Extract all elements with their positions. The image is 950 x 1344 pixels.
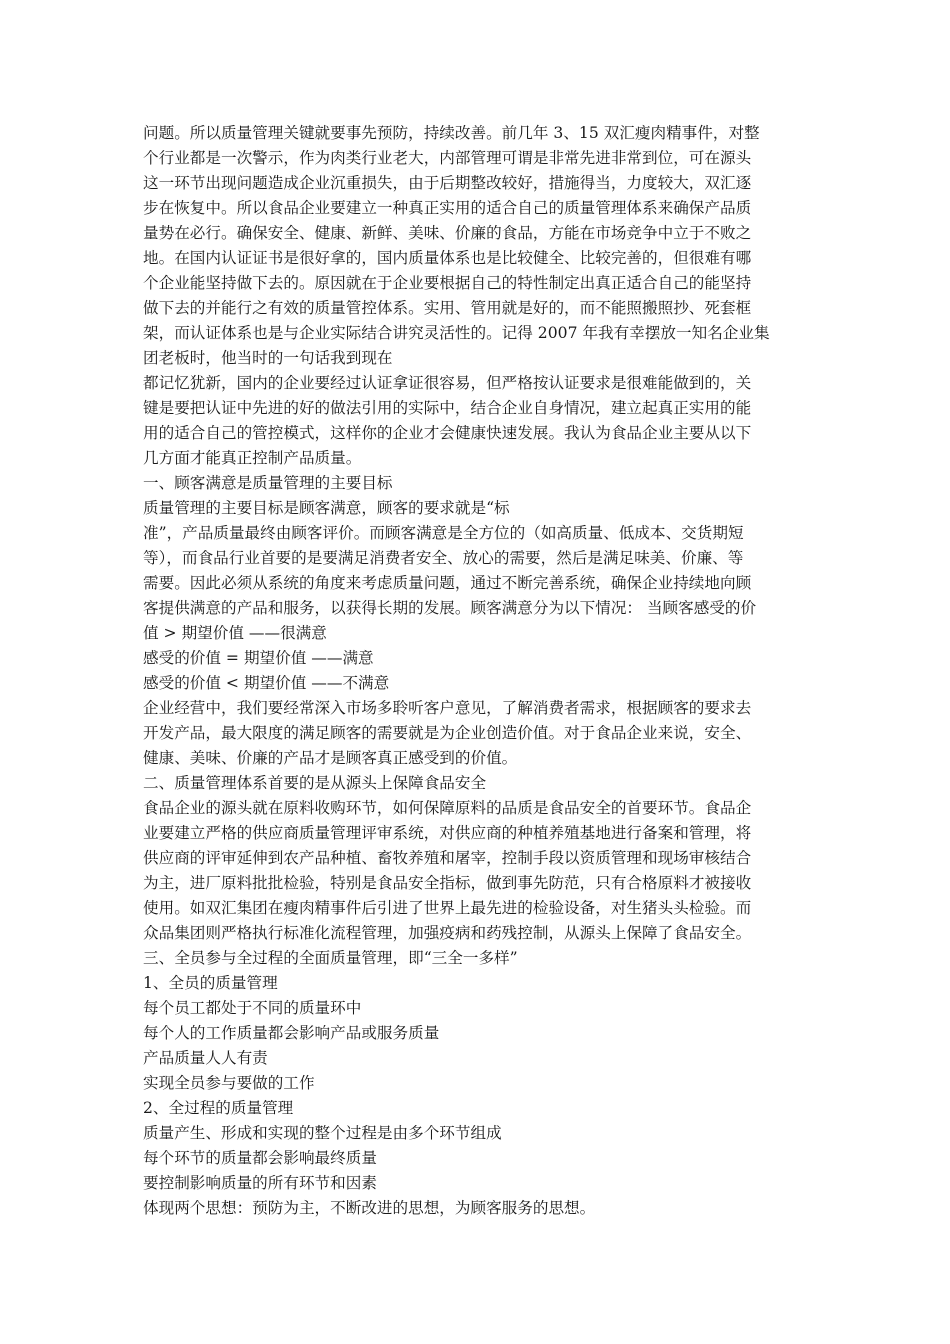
text-line: 业要建立严格的供应商质量管理评审系统，对供应商的种植养殖基地进行备案和管理，将 bbox=[143, 824, 752, 842]
document-page bbox=[143, 121, 811, 1221]
text-line: 开发产品，最大限度的满足顾客的需要就是为企业创造价值。对于食品企业来说，安全、 bbox=[143, 724, 752, 742]
paragraph-intro bbox=[143, 121, 811, 371]
text-line: 实现全员参与要做的工作 bbox=[143, 1074, 315, 1092]
paragraph-continuation bbox=[143, 371, 811, 471]
text-line: 每个环节的质量都会影响最终质量 bbox=[143, 1149, 377, 1167]
text-line: 要控制影响质量的所有环节和因素 bbox=[143, 1174, 377, 1192]
text-line: 步在恢复中。所以食品企业要建立一种真正实用的适合自己的质量管理体系来确保产品质 bbox=[143, 199, 752, 217]
text-line: 架，而认证体系也是与企业实际结合讲究灵活性的。记得 2007 年我有幸摆放一知名企业集 bbox=[143, 324, 770, 342]
text-line: 每个人的工作质量都会影响产品或服务质量 bbox=[143, 1024, 440, 1042]
text-line: 每个员工都处于不同的质量环中 bbox=[143, 999, 362, 1017]
text-line: 准”，产品质量最终由顾客评价。而顾客满意是全方位的（如高质量、低成本、交货期短 bbox=[143, 524, 744, 542]
text-line: 个行业都是一次警示，作为肉类行业老大，内部管理可谓是非常先进非常到位，可在源头 bbox=[143, 149, 752, 167]
text-line: 企业经营中，我们要经常深入市场多聆听客户意见，了解消费者需求，根据顾客的要求去 bbox=[143, 699, 752, 717]
text-line: 2、全过程的质量管理 bbox=[143, 1099, 294, 1117]
text-line: 几方面才能真正控制产品质量。 bbox=[143, 449, 362, 467]
paragraph-body bbox=[143, 471, 811, 1221]
text-line: 感受的价值 = 期望价值 ——满意 bbox=[143, 649, 374, 667]
text-line: 量势在必行。确保安全、健康、新鲜、美味、价廉的食品，方能在市场竞争中立于不败之 bbox=[143, 224, 752, 242]
text-line: 值 > 期望价值 ——很满意 bbox=[143, 624, 327, 642]
text-line: 1、全员的质量管理 bbox=[143, 974, 278, 992]
text-line: 质量产生、形成和实现的整个过程是由多个环节组成 bbox=[143, 1124, 502, 1142]
text-line: 客提供满意的产品和服务，以获得长期的发展。顾客满意分为以下情况： 当顾客感受的价 bbox=[143, 599, 757, 617]
text-line: 食品企业的源头就在原料收购环节，如何保障原料的品质是食品安全的首要环节。食品企 bbox=[143, 799, 752, 817]
text-line: 用的适合自己的管控模式，这样你的企业才会健康快速发展。我认为食品企业主要从以下 bbox=[143, 424, 752, 442]
text-line: 感受的价值 < 期望价值 ——不满意 bbox=[143, 674, 390, 692]
text-line: 产品质量人人有责 bbox=[143, 1049, 268, 1067]
text-line: 二、质量管理体系首要的是从源头上保障食品安全 bbox=[143, 774, 487, 792]
text-line: 做下去的并能行之有效的质量管控体系。实用、管用就是好的，而不能照搬照抄、死套框 bbox=[143, 299, 752, 317]
text-line: 健康、美味、价廉的产品才是顾客真正感受到的价值。 bbox=[143, 749, 518, 767]
text-line: 需要。因此必须从系统的角度来考虑质量问题，通过不断完善系统，确保企业持续地向顾 bbox=[143, 574, 752, 592]
text-line: 个企业能坚持做下去的。原因就在于企业要根据自己的特性制定出真正适合自己的能坚持 bbox=[143, 274, 752, 292]
text-line: 众品集团则严格执行标准化流程管理，加强疫病和药残控制，从源头上保障了食品安全。 bbox=[143, 924, 752, 942]
text-line: 三、全员参与全过程的全面质量管理，即“三全一多样” bbox=[143, 949, 518, 967]
text-line: 供应商的评审延伸到农产品种植、畜牧养殖和屠宰，控制手段以资质管理和现场审核结合 bbox=[143, 849, 752, 867]
text-line: 为主，进厂原料批批检验，特别是食品安全指标，做到事先防范，只有合格原料才被接收 bbox=[143, 874, 752, 892]
text-line: 使用。如双汇集团在瘦肉精事件后引进了世界上最先进的检验设备，对生猪头头检验。而 bbox=[143, 899, 752, 917]
text-line: 地。在国内认证证书是很好拿的，国内质量体系也是比较健全、比较完善的，但很难有哪 bbox=[143, 249, 752, 267]
text-line: 一、顾客满意是质量管理的主要目标 bbox=[143, 474, 393, 492]
text-line: 都记忆犹新，国内的企业要经过认证拿证很容易，但严格按认证要求是很难能做到的，关 bbox=[143, 374, 752, 392]
text-line: 键是要把认证中先进的好的做法引用的实际中，结合企业自身情况，建立起真正实用的能 bbox=[143, 399, 752, 417]
text-line: 这一环节出现问题造成企业沉重损失，由于后期整改较好，措施得当，力度较大，双汇逐 bbox=[143, 174, 752, 192]
text-line: 质量管理的主要目标是顾客满意，顾客的要求就是“标 bbox=[143, 499, 510, 517]
text-line: 体现两个思想：预防为主，不断改进的思想，为顾客服务的思想。 bbox=[143, 1199, 596, 1217]
text-line: 等），而食品行业首要的是要满足消费者安全、放心的需要，然后是满足味美、价廉、等 bbox=[143, 549, 744, 567]
text-line: 问题。所以质量管理关键就要事先预防，持续改善。前几年 3、15 双汇瘦肉精事件，对整 bbox=[143, 124, 760, 142]
text-line: 团老板时，他当时的一句话我到现在 bbox=[143, 349, 393, 367]
